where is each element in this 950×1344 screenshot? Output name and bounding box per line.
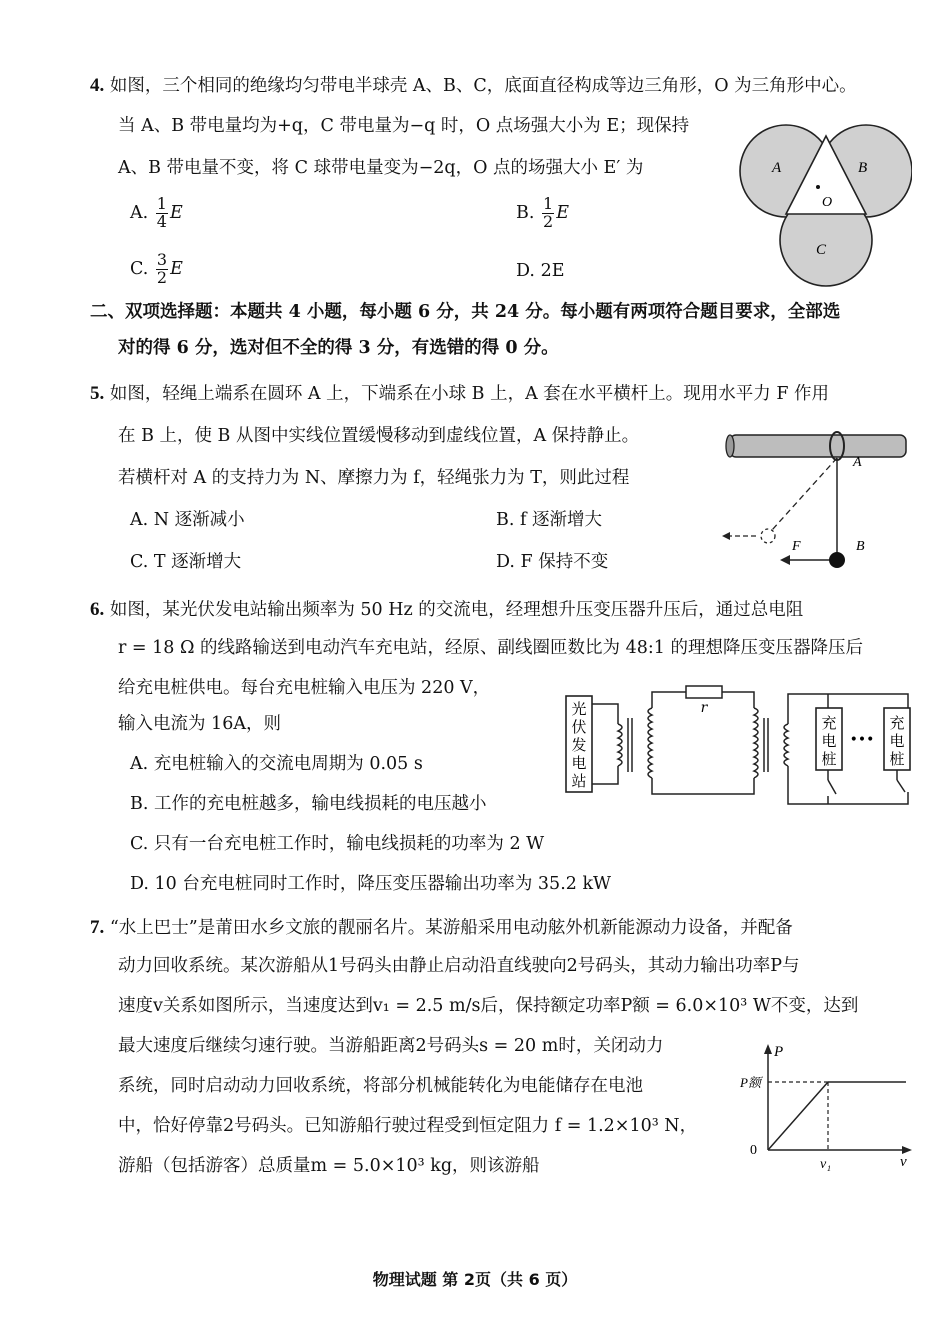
q7-power-speed-graph (738, 1040, 918, 1174)
wire (592, 766, 618, 784)
ball-b (829, 552, 845, 568)
horizontal-rod (730, 435, 906, 457)
label-f: F (792, 539, 801, 554)
force-arrow-head (780, 555, 790, 565)
wire (652, 692, 686, 708)
q7-line1 (90, 918, 793, 938)
pile-char: 桩 (821, 750, 837, 768)
q5-stem-3: 若横杆对 A 的支持力为 N、摩擦力为 f，轻绳张力为 T，则此过程 (118, 468, 630, 488)
q6-option-a[interactable]: A. 充电桩输入的交流电周期为 0.05 s (130, 754, 423, 774)
x-axis-label: v (900, 1154, 907, 1170)
option-label: C. (130, 258, 149, 279)
q4-option-c[interactable] (130, 252, 183, 287)
label-b: B (856, 539, 865, 554)
wire (788, 766, 908, 804)
y-axis-label: P (774, 1044, 784, 1060)
q5-stem-1: 如图，轻绳上端系在圆环 A 上，下端系在小球 B 上，A 套在水平横杆上。现用水平力 F 作用 (109, 384, 830, 404)
q4-stem-1: 如图，三个相同的绝缘均匀带电半球壳 A、B、C，底面直径构成等边三角形，O 为三角形中心。 (109, 76, 857, 96)
q6-circuit-figure (558, 680, 918, 808)
station-char: 光 (571, 700, 587, 718)
q5-number: 5. (90, 383, 105, 404)
ball-dashed (761, 529, 775, 543)
q6-stem-2: r = 18 Ω 的线路输送到电动汽车充电站，经原、副线圈匝数比为 48:1 的理想降压变压器降压后 (118, 638, 863, 658)
q6-number: 6. (90, 599, 105, 620)
ramp-line (768, 1082, 828, 1150)
q6-option-c[interactable]: C. 只有一台充电桩工作时，输电线损耗的功率为 2 W (130, 834, 545, 854)
origin-label: 0 (750, 1143, 757, 1158)
q5-stem-2: 在 B 上，使 B 从图中实线位置缓慢移动到虚线位置，A 保持静止。 (118, 426, 640, 446)
q6-stem-1: 如图，某光伏发电站输出频率为 50 Hz 的交流电，经理想升压变压器升压后，通过总电阻 (109, 600, 804, 620)
q7-stem-4: 最大速度后继续匀速行驶。当游船距离2号码头s = 20 m时，关闭动力 (118, 1036, 664, 1056)
line-resistor (686, 686, 722, 698)
label-a: A (853, 455, 862, 470)
switch-1 (828, 780, 836, 794)
station-char: 伏 (571, 718, 587, 736)
wire (722, 692, 754, 708)
q4-line1 (90, 76, 857, 96)
option-label: A. (130, 202, 149, 223)
q4-option-a[interactable] (130, 196, 183, 231)
switch-2 (897, 780, 905, 792)
q7-stem-3: 速度v关系如图所示，当速度达到v₁ = 2.5 m/s后，保持额定功率P额 = 6.0×10³ W不变，达到 (118, 996, 859, 1016)
option-label: D. (516, 261, 535, 281)
label-b: B (858, 160, 868, 176)
p-rated-label: P额 (740, 1075, 761, 1090)
label-a: A (772, 160, 782, 176)
q7-stem-6: 中，恰好停靠2号码头。已知游船行驶过程受到恒定阻力 f = 1.2×10³ N， (118, 1116, 698, 1136)
rope-dashed (772, 458, 837, 530)
pile-char: 电 (889, 732, 905, 750)
fraction (542, 196, 554, 231)
x-axis-arrow (902, 1146, 912, 1154)
q6-stem-3: 给充电桩供电。每台充电桩输入电压为 220 V， (118, 678, 491, 698)
center-point (816, 185, 820, 189)
label-o: O (822, 195, 833, 210)
q4-stem-2: 当 A、B 带电量均为+q，C 带电量为−q 时，O 点场强大小为 E；现保持 (118, 116, 690, 136)
ellipsis: ••• (849, 732, 875, 748)
pile-char: 电 (821, 732, 837, 750)
v1-label: v₁ (820, 1157, 832, 1172)
q7-stem-1: “水上巴士”是莆田水乡文旅的靓丽名片。某游船采用电动舷外机新能源动力设备，并配备 (109, 918, 793, 938)
q7-number: 7. (90, 917, 105, 938)
denominator: 2 (543, 211, 554, 231)
numerator: 1 (543, 194, 554, 213)
q7-stem-2: 动力回收系统。某次游船从1号码头由静止启动沿直线驶向2号码头，其动力输出功率P与 (118, 956, 800, 976)
denominator: 4 (156, 211, 167, 231)
section2-heading-2: 对的得 6 分，选对但不全的得 3 分，有选错的得 0 分。 (118, 338, 559, 358)
q7-stem-7: 游船（包括游客）总质量m = 5.0×10³ kg，则该游船 (118, 1156, 540, 1176)
label-c: C (816, 242, 827, 258)
q6-option-d[interactable]: D. 10 台充电桩同时工作时，降压变压器输出功率为 35.2 kW (130, 874, 612, 894)
q7-stem-5: 系统，同时启动动力回收系统，将部分机械能转化为电能储存在电池 (118, 1076, 643, 1096)
q5-option-d[interactable]: D. F 保持不变 (496, 552, 609, 572)
step-down-primary-coil (754, 708, 758, 778)
fraction (156, 196, 168, 231)
y-axis-arrow (764, 1044, 772, 1054)
q4-option-b[interactable] (516, 196, 569, 231)
q5-option-a[interactable]: A. N 逐渐减小 (130, 510, 245, 530)
denominator: 2 (156, 267, 168, 287)
numerator: 1 (156, 194, 167, 213)
fraction (156, 252, 168, 287)
station-char: 发 (571, 736, 587, 754)
option-label: B. (516, 202, 535, 223)
q5-option-b[interactable]: B. f 逐渐增大 (496, 510, 603, 530)
station-char: 电 (571, 754, 587, 772)
pile-char: 充 (821, 714, 837, 732)
q4-option-d[interactable] (516, 263, 564, 281)
q6-stem-4: 输入电流为 16A，则 (118, 714, 281, 734)
q6-option-b[interactable]: B. 工作的充电桩越多，输电线损耗的电压越小 (130, 794, 487, 814)
option-text: 2E (540, 261, 565, 281)
section2-heading-1: 二、双项选择题：本题共 4 小题，每小题 6 分，共 24 分。每小题有两项符合题目要求，全部选 (90, 302, 841, 322)
wire (592, 704, 618, 724)
q6-line1 (90, 600, 803, 620)
unit: E (556, 202, 569, 223)
wire (652, 778, 754, 794)
page-footer: 物理试题 第 2页（共 6 页） (372, 1270, 578, 1289)
station-char: 站 (571, 772, 587, 790)
q4-hemisphere-figure (734, 118, 912, 290)
step-up-secondary-coil (648, 708, 652, 778)
q5-line1 (90, 384, 829, 404)
q4-number: 4. (90, 75, 105, 96)
pile-char: 桩 (889, 750, 905, 768)
q5-rope-figure (716, 420, 916, 580)
dashed-arrow-head (722, 532, 730, 540)
unit: E (170, 258, 183, 279)
step-up-primary-coil (618, 724, 622, 766)
q4-stem-3: A、B 带电量不变，将 C 球带电量变为−2q，O 点的场强大小 E′ 为 (118, 158, 644, 178)
pile-char: 充 (889, 714, 905, 732)
q5-option-c[interactable]: C. T 逐渐增大 (130, 552, 242, 572)
step-down-secondary-coil (784, 724, 788, 766)
rod-end (726, 435, 734, 457)
unit: E (169, 202, 183, 223)
label-r: r (700, 700, 708, 716)
numerator: 3 (156, 250, 168, 269)
